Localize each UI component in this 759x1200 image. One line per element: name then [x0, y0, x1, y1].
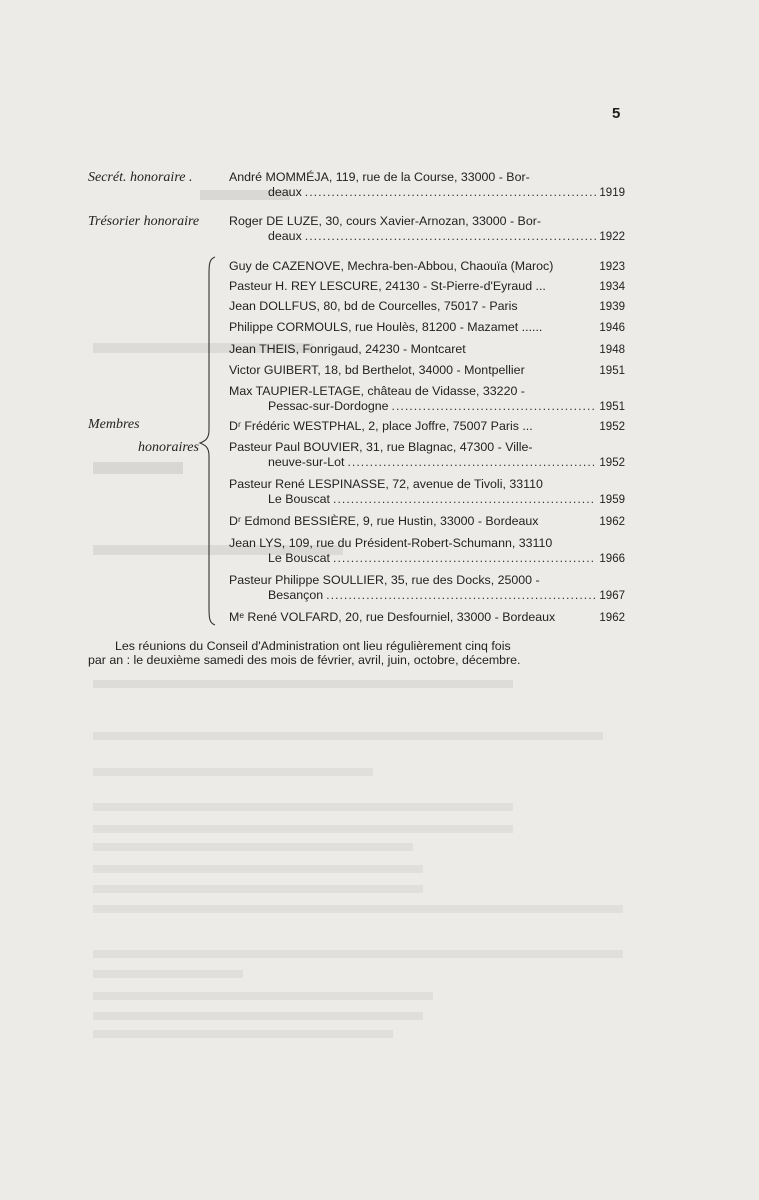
member-year: 1923 [599, 261, 625, 273]
member-year: 1952 [599, 421, 625, 433]
secretary-year: 1919 [599, 187, 625, 199]
member-address: Besançon [268, 588, 324, 602]
treasurer-label: Trésorier honoraire [88, 214, 200, 229]
leader-dots [326, 588, 596, 603]
member-year: 1962 [599, 612, 625, 624]
member-name: Philippe CORMOULS, rue Houlès, 81200 - Mazamet ...... [229, 320, 543, 334]
member-name: Pasteur Philippe SOULLIER, 35, rue des Docks, 25000 - [229, 573, 540, 587]
member-year: 1946 [599, 322, 625, 334]
meetings-paragraph [88, 639, 625, 667]
leader-dots [392, 399, 597, 414]
meetings-line1: Les réunions du Conseil d'Administration ont lieu régulièrement cinq fois [115, 639, 511, 653]
member-entry [229, 342, 625, 358]
members-label-1: Membres [88, 417, 140, 432]
member-name: Pasteur René LESPINASSE, 72, avenue de Tivoli, 33110 [229, 477, 543, 491]
secretary-line1: André MOMMÉJA, 119, rue de la Course, 33000 - Bor- [229, 170, 530, 184]
member-year: 1959 [599, 494, 625, 506]
member-year: 1934 [599, 281, 625, 293]
member-year: 1951 [599, 365, 625, 377]
member-entry [229, 279, 625, 295]
treasurer-line1: Roger DE LUZE, 30, cours Xavier-Arnozan, 33000 - Bor- [229, 214, 541, 228]
member-entry [229, 384, 625, 415]
secretary-line2: deaux [268, 185, 302, 199]
member-entry [229, 440, 625, 471]
member-name: Guy de CAZENOVE, Mechra-ben-Abbou, Chaouïa (Maroc) [229, 259, 554, 273]
treasurer-line2: deaux [268, 229, 302, 243]
member-name: Max TAUPIER-LETAGE, château de Vidasse, 33220 - [229, 384, 525, 398]
member-address: Le Bouscat [268, 551, 330, 565]
member-entry [229, 573, 625, 604]
secretary-label: Secrét. honoraire . [88, 170, 193, 185]
member-name: Victor GUIBERT, 18, bd Berthelot, 34000 - Montpellier [229, 363, 525, 377]
member-year: 1967 [599, 590, 625, 602]
treasurer-entry [229, 214, 625, 245]
member-name: Pasteur H. REY LESCURE, 24130 - St-Pierre-d'Eyraud ... [229, 279, 546, 293]
leader-dots [333, 551, 596, 566]
leader-dots [305, 229, 597, 244]
treasurer-year: 1922 [599, 231, 625, 243]
member-address: Le Bouscat [268, 492, 330, 506]
page-number: 5 [612, 105, 621, 122]
member-entry [229, 259, 625, 275]
member-year: 1966 [599, 553, 625, 565]
member-address: Pessac-sur-Dordogne [268, 399, 389, 413]
member-name: Jean LYS, 109, rue du Président-Robert-Schumann, 33110 [229, 536, 553, 550]
members-label-2: honoraires [138, 440, 199, 455]
leader-dots [347, 455, 596, 470]
member-entry [229, 419, 625, 435]
member-year: 1948 [599, 344, 625, 356]
member-entry [229, 477, 625, 508]
member-year: 1962 [599, 516, 625, 528]
member-name: Pasteur Paul BOUVIER, 31, rue Blagnac, 47300 - Ville- [229, 440, 533, 454]
member-entry [229, 536, 625, 567]
member-name: Jean DOLLFUS, 80, bd de Courcelles, 75017 - Paris [229, 299, 518, 313]
member-entry [229, 299, 625, 315]
leader-dots [333, 492, 596, 507]
meetings-line2: par an : le deuxième samedi des mois de février, avril, juin, octobre, décembre. [88, 653, 521, 667]
member-entry [229, 363, 625, 379]
member-year: 1951 [599, 401, 625, 413]
member-entry [229, 320, 625, 336]
member-year: 1952 [599, 457, 625, 469]
leader-dots [305, 185, 597, 200]
member-name: Dʳ Edmond BESSIÈRE, 9, rue Hustin, 33000 - Bordeaux [229, 514, 539, 528]
member-name: Dʳ Frédéric WESTPHAL, 2, place Joffre, 75007 Paris ... [229, 419, 533, 433]
member-year: 1939 [599, 301, 625, 313]
secretary-entry [229, 170, 625, 201]
member-address: neuve-sur-Lot [268, 455, 345, 469]
member-entry [229, 514, 625, 530]
member-name: Jean THEIS, Fonrigaud, 24230 - Montcaret [229, 342, 466, 356]
curly-brace [197, 255, 221, 627]
member-entry [229, 610, 625, 626]
member-name: Mᵉ René VOLFARD, 20, rue Desfourniel, 33000 - Bordeaux [229, 610, 556, 624]
